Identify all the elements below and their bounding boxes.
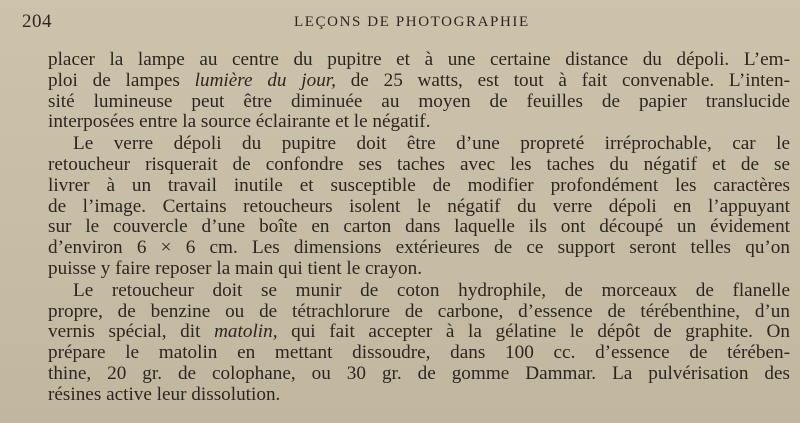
- text-line: [48, 302, 790, 323]
- text-segment: thine, 20 gr. de colophane, ou 30 gr. de gomme Dammar. La pulvérisation des: [48, 362, 790, 384]
- text-segment: de 25 watts, est tout à fait convenable. L’inten-: [335, 69, 791, 91]
- text-line: [48, 155, 790, 176]
- text-segment: vernis spécial, dit: [48, 321, 215, 343]
- text-segment: propre, de benzine ou de tétrachlorure de carbone, d’essence de térébenthine, d’un: [48, 300, 790, 322]
- text-segment: résines active leur dissolution.: [48, 383, 281, 405]
- text-segment: puisse y faire reposer la main qui tient le crayon.: [48, 257, 423, 279]
- text-segment: ploi de lampes: [48, 69, 195, 91]
- text-line: [48, 364, 790, 385]
- text-segment: interposées entre la source éclairante et le négatif.: [48, 111, 431, 133]
- body-text: [48, 50, 790, 406]
- text-segment: Le retoucheur doit se munir de coton hydrophile, de morceaux de flanelle: [73, 279, 790, 301]
- text-segment: sur le couvercle d’une boîte en carton dans laquelle ils ont découpé un évidement: [48, 216, 790, 238]
- text-line: [48, 238, 790, 259]
- text-segment: qui fait accepter à la gélatine le dépôt de graphite. On: [277, 321, 791, 343]
- paragraph-3: [48, 281, 790, 406]
- text-segment: retoucheur risquerait de confondre ses taches avec les taches du négatif et de se: [48, 153, 790, 175]
- paragraph-1: [48, 50, 790, 133]
- text-line: [48, 217, 790, 238]
- text-segment: d’environ 6 × 6 cm. Les dimensions extérieures de ce support seront telles qu’on: [48, 237, 790, 259]
- italic-term: matolin,: [214, 321, 278, 343]
- text-line: [48, 197, 790, 218]
- text-segment: de l’image. Certains retoucheurs isolent le négatif du verre dépoli en l’appuyant: [48, 195, 790, 217]
- text-line: [48, 112, 790, 133]
- running-title: LEÇONS DE PHOTOGRAPHIE: [294, 14, 530, 30]
- text-line: [48, 259, 790, 280]
- text-line: [73, 281, 790, 302]
- text-line: [48, 322, 790, 343]
- text-segment: sité lumineuse peut être diminuée au moyen de feuilles de papier translucide: [48, 90, 790, 112]
- page-number: 204: [22, 11, 52, 32]
- text-line: [73, 134, 790, 155]
- text-line: [48, 385, 790, 406]
- text-segment: placer la lampe au centre du pupitre et à une certaine distance du dépoli. L’em-: [48, 49, 790, 70]
- text-segment: livrer à un travail inutile et susceptible de modifier profondément les caractères: [48, 174, 790, 196]
- text-segment: Le verre dépoli du pupitre doit être d’une propreté irréprochable, car le: [73, 133, 790, 155]
- italic-term: lumière du jour,: [194, 69, 336, 91]
- text-line: [48, 50, 790, 71]
- paragraph-2: [48, 134, 790, 280]
- text-line: [48, 71, 790, 92]
- text-line: [48, 92, 790, 113]
- text-line: [48, 176, 790, 197]
- text-segment: prépare le matolin en mettant dissoudre, dans 100 cc. d’essence de térében-: [48, 342, 790, 364]
- text-line: [48, 343, 790, 364]
